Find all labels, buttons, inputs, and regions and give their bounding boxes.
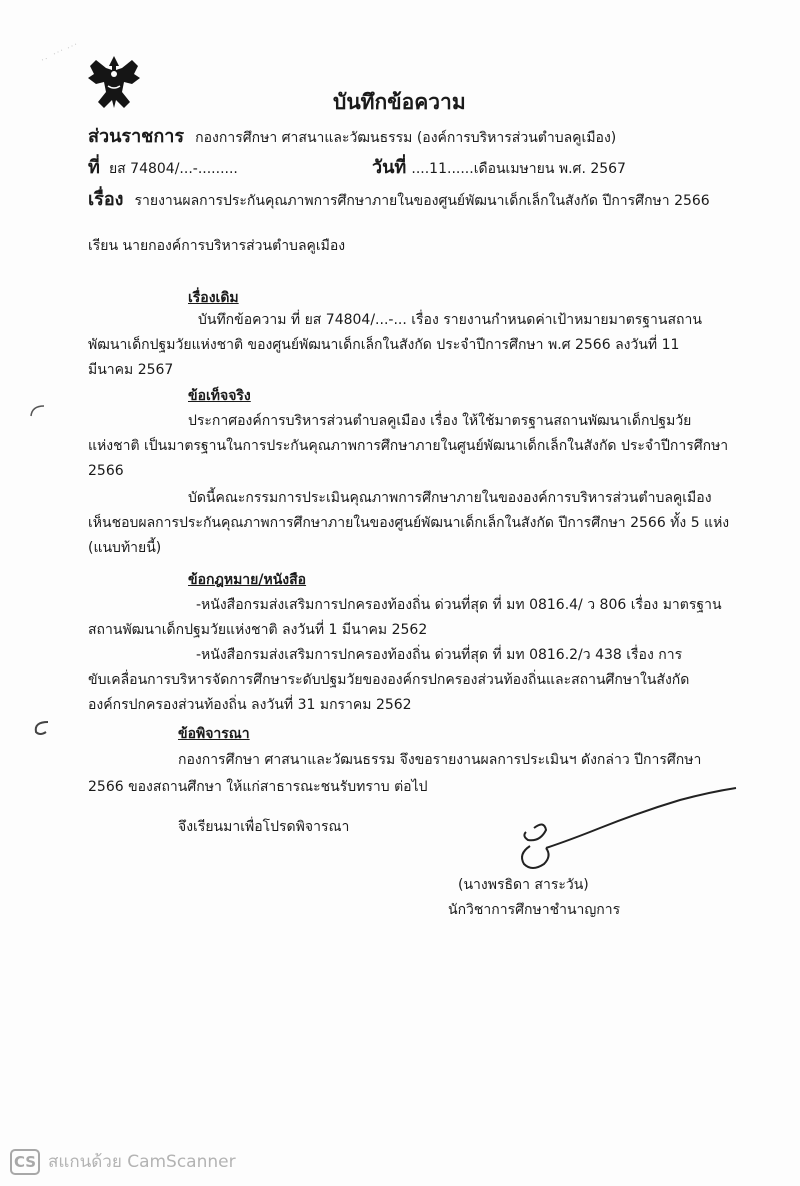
agency-row [88, 121, 616, 150]
garuda-emblem [86, 52, 142, 112]
facts-line: เห็นชอบผลการประกันคุณภาพการศึกษาภายในของศูนย์พัฒนาเด็กเล็กในสังกัด ปีการศึกษา 2566 ทั้ง 5 แห่ง [88, 515, 730, 531]
date-value: ....11......เดือนเมษายน พ.ศ. 2567 [411, 161, 626, 177]
section-heading-facts: ข้อเท็จจริง [188, 388, 251, 404]
section-heading-consideration: ข้อพิจารณา [178, 726, 250, 742]
date-label: วันที่ [372, 157, 407, 178]
scan-speck [30, 716, 54, 740]
signer-name: (นางพรธิดา สาระวัน) [458, 877, 589, 893]
agency-value: กองการศึกษา ศาสนาและวัฒนธรรม (องค์การบริหารส่วนตำบลคูเมือง) [195, 130, 617, 146]
facts-line: บัดนี้คณะกรรมการประเมินคุณภาพการศึกษาภายในขององค์การบริหารส่วนตำบลคูเมือง [188, 490, 712, 506]
scan-speck [26, 402, 48, 424]
background-line: มีนาคม 2567 [88, 362, 174, 378]
consideration-line: กองการศึกษา ศาสนาและวัฒนธรรม จึงขอรายงานผลการประเมินฯ ดังกล่าว ปีการศึกษา [178, 752, 702, 768]
camscanner-logo-icon: CS [10, 1149, 40, 1175]
law-line: สถานพัฒนาเด็กปฐมวัยแห่งชาติ ลงวันที่ 1 มีนาคม 2562 [88, 622, 428, 638]
facts-line: (แนบท้ายนี้) [88, 540, 162, 556]
law-line: องค์กรปกครองส่วนท้องถิ่น ลงวันที่ 31 มกราคม 2562 [88, 697, 412, 713]
subject-value: รายงานผลการประกันคุณภาพการศึกษาภายในของศูนย์พัฒนาเด็กเล็กในสังกัด ปีการศึกษา 2566 [134, 193, 710, 209]
facts-line: แห่งชาติ เป็นมาตรฐานในการประกันคุณภาพการศึกษาภายในศูนย์พัฒนาเด็กเล็กในสังกัด ประจำปีการศึกษา [88, 438, 729, 454]
agency-label: ส่วนราชการ [88, 126, 185, 147]
closing-line: จึงเรียนมาเพื่อโปรดพิจารณา [178, 819, 350, 835]
camscanner-text: สแกนด้วย CamScanner [48, 1152, 236, 1172]
section-heading-background: เรื่องเดิม [188, 290, 239, 306]
subject-label: เรื่อง [88, 189, 124, 210]
facts-line: 2566 [88, 463, 124, 479]
law-line: ขับเคลื่อนการบริหารจัดการศึกษาระดับปฐมวัยขององค์กรปกครองส่วนท้องถิ่นและสถานศึกษาในสังกัด [88, 672, 690, 688]
section-heading-law: ข้อกฎหมาย/หนังสือ [188, 572, 307, 588]
ref-value: ยส 74804/...-......... [108, 161, 238, 177]
document-title: บันทึกข้อความ [333, 90, 466, 114]
law-line: -หนังสือกรมส่งเสริมการปกครองท้องถิ่น ด่วนที่สุด ที่ มท 0816.4/ ว 806 เรื่อง มาตรฐาน [196, 597, 722, 613]
signer-position: นักวิชาการศึกษาชำนาญการ [448, 902, 621, 918]
background-line: บันทึกข้อความ ที่ ยส 74804/...-... เรื่อง รายงานกำหนดค่าเป้าหมายมาตรฐานสถาน [198, 312, 702, 328]
background-line: พัฒนาเด็กปฐมวัยแห่งชาติ ของศูนย์พัฒนาเด็กเล็กในสังกัด ประจำปีการศึกษา พ.ศ 2566 ลงวันที่ 11 [88, 337, 680, 353]
scan-speck [40, 40, 80, 70]
salutation: เรียน นายกองค์การบริหารส่วนตำบลคูเมือง [88, 238, 346, 254]
facts-line: ประกาศองค์การบริหารส่วนตำบลคูเมือง เรื่อง ให้ใช้มาตรฐานสถานพัฒนาเด็กปฐมวัย [188, 413, 692, 429]
law-line: -หนังสือกรมส่งเสริมการปกครองท้องถิ่น ด่วนที่สุด ที่ มท 0816.2/ว 438 เรื่อง การ [196, 647, 683, 663]
date-row [372, 152, 626, 181]
ref-label: ที่ [88, 157, 100, 178]
ref-row [88, 152, 238, 181]
consideration-line: 2566 ของสถานศึกษา ให้แก่สาธารณะชนรับทราบ ต่อไป [88, 779, 428, 795]
camscanner-watermark [10, 1148, 236, 1175]
handwritten-signature [510, 780, 740, 880]
subject-row [88, 184, 710, 213]
